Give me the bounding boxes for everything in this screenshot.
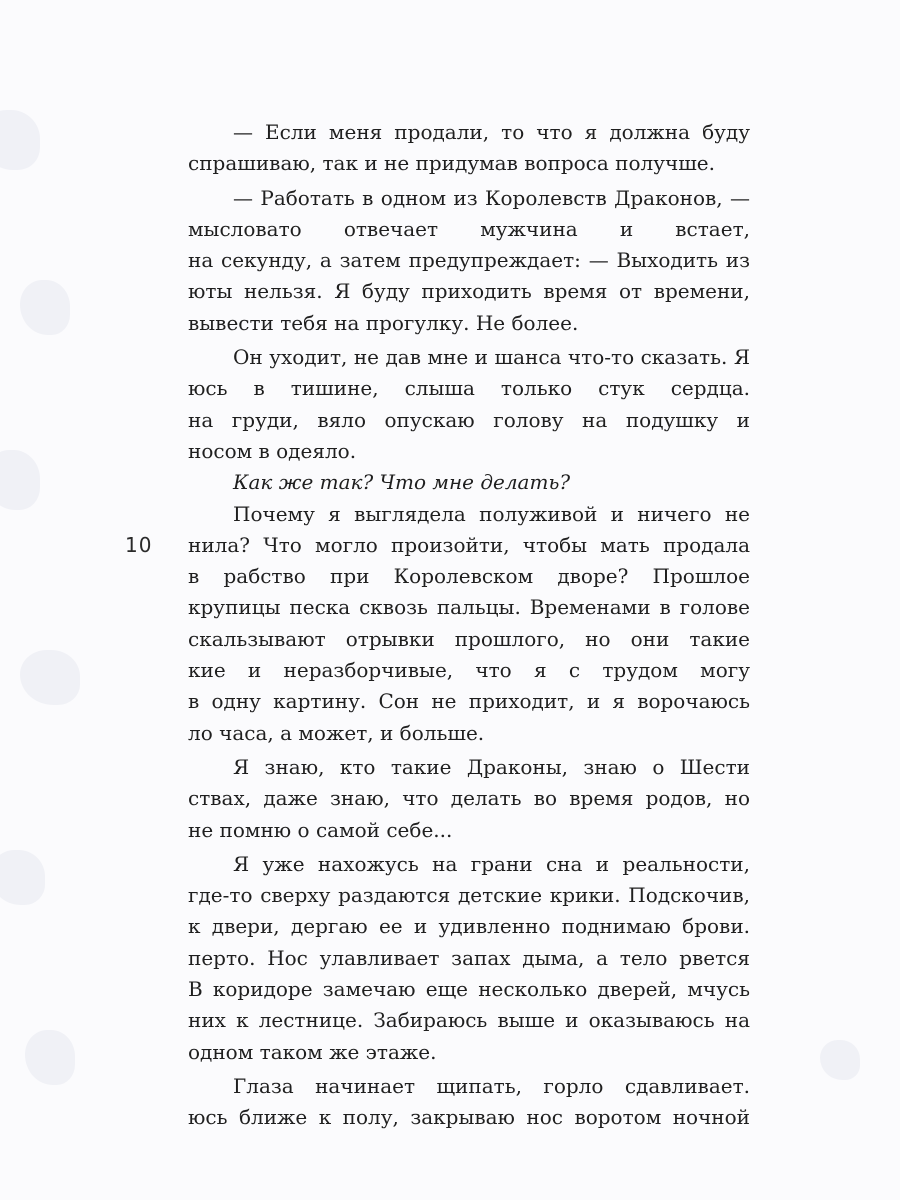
background-blob bbox=[820, 1040, 860, 1080]
background-blob bbox=[0, 110, 40, 170]
text-line: Я уже нахожусь на грани сна и реальности, bbox=[233, 851, 750, 876]
text-line: одном таком же этаже. bbox=[188, 1039, 437, 1064]
text-line: юсь в тишине, слыша только стук сердца. bbox=[188, 376, 750, 401]
text-line: спрашиваю, так и не придумав вопроса получше. bbox=[188, 151, 716, 176]
text-line: на груди, вяло опускаю голову на подушку и bbox=[188, 407, 750, 432]
text-line: Как же так? Что мне делать? bbox=[233, 470, 571, 495]
text-line: кие и неразборчивые, что я с трудом могу bbox=[188, 658, 750, 683]
text-line: нила? Что могло произойти, чтобы мать продала bbox=[188, 532, 750, 557]
text-line: ствах, даже знаю, что делать во время родов, но bbox=[188, 786, 750, 811]
page-number: 10 bbox=[125, 533, 153, 557]
text-line: где-то сверху раздаются детские крики. Подскочив, bbox=[188, 883, 750, 908]
text-line: перто. Нос улавливает запах дыма, а тело рвется bbox=[188, 945, 750, 970]
text-line: носом в одеяло. bbox=[188, 438, 357, 463]
text-line: — Работать в одном из Королевств Драконов, — bbox=[233, 185, 750, 210]
text-line: скальзывают отрывки прошлого, но они такие bbox=[188, 626, 750, 651]
text-line: ло часа, а может, и больше. bbox=[188, 720, 485, 745]
text-line: юты нельзя. Я буду приходить время от времени, bbox=[188, 279, 750, 304]
text-line: вывести тебя на прогулку. Не более. bbox=[188, 310, 579, 335]
text-line: них к лестнице. Забираюсь выше и оказываюсь на bbox=[188, 1008, 750, 1033]
text-line: в рабство при Королевском дворе? Прошлое bbox=[188, 564, 750, 589]
text-line: мысловато отвечает мужчина и встает, bbox=[188, 216, 750, 241]
text-line: к двери, дергаю ее и удивленно поднимаю брови. bbox=[188, 914, 750, 939]
background-blob bbox=[25, 1030, 75, 1085]
text-line: Я знаю, кто такие Драконы, знаю о Шести bbox=[233, 754, 750, 779]
text-line: — Если меня продали, то что я должна буду bbox=[233, 120, 750, 144]
background-blob bbox=[20, 650, 80, 705]
text-line: юсь ближе к полу, закрываю нос воротом ночной bbox=[188, 1105, 750, 1130]
body-text bbox=[188, 117, 750, 1134]
text-line: на секунду, а затем предупреждает: — Выходить из bbox=[188, 248, 750, 273]
text-line: крупицы песка сквозь пальцы. Временами в голове bbox=[188, 595, 750, 620]
text-line: Глаза начинает щипать, горло сдавливает. bbox=[233, 1073, 750, 1098]
text-line: не помню о самой себе... bbox=[188, 817, 453, 842]
text-line: Он уходит, не дав мне и шанса что-то сказать. Я bbox=[233, 345, 750, 370]
text-line: В коридоре замечаю еще несколько дверей, мчусь bbox=[188, 977, 750, 1002]
text-line: в одну картину. Сон не приходит, и я ворочаюсь bbox=[188, 689, 750, 714]
background-blob bbox=[0, 450, 40, 510]
background-blob bbox=[20, 280, 70, 335]
text-line: Почему я выглядела полуживой и ничего не bbox=[233, 501, 750, 526]
background-blob bbox=[0, 850, 45, 905]
